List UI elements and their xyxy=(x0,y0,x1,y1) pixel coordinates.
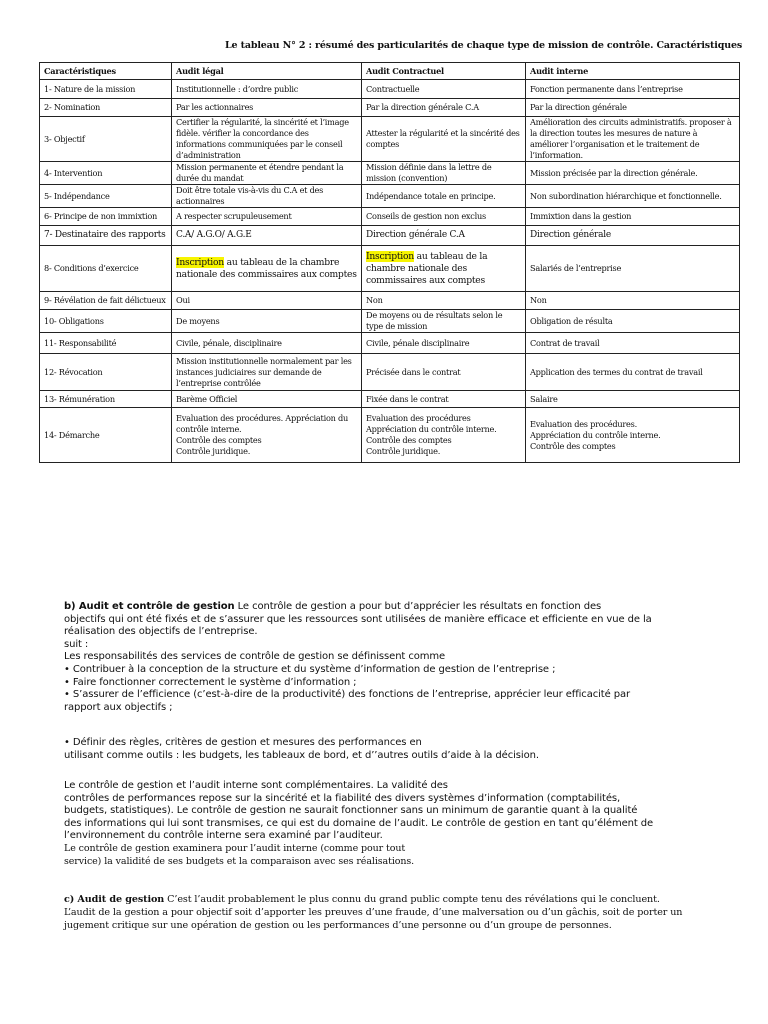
characteristic-cell: 12- Révocation xyxy=(40,354,172,391)
audit-contractuel-cell: Fixée dans le contrat xyxy=(362,391,526,408)
audit-interne-cell: Salariés de l’entreprise xyxy=(526,246,740,292)
table-row xyxy=(40,99,740,117)
text-line: Le contrôle de gestion et l’audit interne sont complémentaires. La validité des xyxy=(64,780,448,791)
highlighted-text: Inscription xyxy=(366,250,414,262)
audit-interne-cell: Application des termes du contrat de travail xyxy=(526,354,740,391)
header-audit-contractuel: Audit Contractuel xyxy=(362,63,526,80)
table-row xyxy=(40,391,740,408)
table-row xyxy=(40,117,740,162)
table-row xyxy=(40,408,740,463)
audit-legal-cell: Institutionnelle : d’ordre public xyxy=(172,80,362,99)
audit-legal-cell: Mission permanente et étendre pendant la durée du mandat xyxy=(172,162,362,185)
section-b-paragraph xyxy=(64,601,704,714)
cell-text: au tableau de la chambre nationale des commissaires aux comptes xyxy=(366,250,488,286)
audit-interne-cell: Salaire xyxy=(526,391,740,408)
audit-contractuel-cell: Contractuelle xyxy=(362,80,526,99)
characteristic-cell: 4- Intervention xyxy=(40,162,172,185)
section-c-first-line xyxy=(64,893,704,906)
characteristic-cell: 10- Obligations xyxy=(40,310,172,333)
audit-legal-cell: Oui xyxy=(172,292,362,310)
table-row xyxy=(40,80,740,99)
bullet-item: • Définir des règles, critères de gestion et mesures des performances en xyxy=(64,737,422,748)
audit-contractuel-cell: Civile, pénale disciplinaire xyxy=(362,333,526,354)
audit-contractuel-cell: Direction générale C.A xyxy=(362,226,526,246)
audit-interne-cell: Direction générale xyxy=(526,226,740,246)
audit-interne-cell: Par la direction générale xyxy=(526,99,740,117)
table-row xyxy=(40,162,740,185)
audit-legal-cell: C.A/ A.G.O/ A.G.E xyxy=(172,226,362,246)
text-line: l’environnement du contrôle interne sera examiné par l’auditeur. xyxy=(64,830,383,842)
text-line: L’audit de la gestion a pour objectif soit d’apporter les preuves d’une fraude, d’une malversation ou d’un gâchis, soit de porter un xyxy=(64,907,683,918)
audit-contractuel-cell: De moyens ou de résultats selon le type de mission xyxy=(362,310,526,333)
table-row xyxy=(40,292,740,310)
characteristic-cell: 14- Démarche xyxy=(40,408,172,463)
audit-legal-cell: Barème Officiel xyxy=(172,391,362,408)
section-b-first-line xyxy=(64,601,704,614)
audit-contractuel-cell: Mission définie dans la lettre de mission (convention) xyxy=(362,162,526,185)
text-line: Le contrôle de gestion examinera pour l’audit interne (comme pour tout xyxy=(64,842,406,854)
audit-legal-cell: Mission institutionnelle normalement par les instances judiciaires sur demande de l’entreprise contrôlée xyxy=(172,354,362,391)
text-line: réalisation des objectifs de l’entreprise. xyxy=(64,626,258,638)
text-line: des informations qui lui sont transmises, ce qui est du domaine de l’audit. Le contrôle de gestion en tant qu’élément de xyxy=(64,817,654,829)
characteristic-cell: 9- Révélation de fait délictueux xyxy=(40,292,172,310)
header-audit-interne: Audit interne xyxy=(526,63,740,80)
text-line: suit : xyxy=(64,638,89,650)
audit-legal-cell: Civile, pénale, disciplinaire xyxy=(172,333,362,354)
audit-legal-cell xyxy=(172,246,362,292)
audit-interne-cell: Obligation de résulta xyxy=(526,310,740,333)
section-b-paragraph-2 xyxy=(64,780,704,868)
audit-contractuel-cell: Attester la régularité et la sincérité des comptes xyxy=(362,117,526,162)
text-line: budgets, statistiques). Le contrôle de gestion ne saurait fonctionner sans un minimum de garantie quant à la qualité xyxy=(64,805,638,817)
audit-legal-cell: Par les actionnaires xyxy=(172,99,362,117)
bullet-item: • S’assurer de l’efficience (c’est-à-dire de la productivité) des fonctions de l’entreprise, apprécier leur efficacité par xyxy=(64,689,631,701)
table-row xyxy=(40,185,740,208)
audit-interne-cell: Non subordination hiérarchique et fonctionnelle. xyxy=(526,185,740,208)
header-characteristic: Caractéristiques xyxy=(40,63,172,80)
audit-contractuel-cell: Non xyxy=(362,292,526,310)
text-line: jugement critique sur une opération de gestion ou les performances d’une personne ou d’un groupe de personnes. xyxy=(64,920,612,931)
bullet-item: • Faire fonctionner correctement le système d’information ; xyxy=(64,676,357,688)
audit-legal-cell: Evaluation des procédures. Appréciation du contrôle interne. Contrôle des comptes Contrôle juridique. xyxy=(172,408,362,463)
text-line: Les responsabilités des services de contrôle de gestion se définissent comme xyxy=(64,651,446,663)
table-title: Le tableau N° 2 : résumé des particularités de chaque type de mission de contrôle. Caractéristiques xyxy=(225,40,743,51)
cell-text: au tableau de la chambre nationale des commissaires aux comptes xyxy=(176,256,357,280)
section-c-heading: c) Audit de gestion xyxy=(64,894,165,905)
table-row xyxy=(40,354,740,391)
characteristic-cell: 13- Rémunération xyxy=(40,391,172,408)
table-row xyxy=(40,208,740,226)
audit-interne-cell: Immixtion dans la gestion xyxy=(526,208,740,226)
section-b-bullet-4 xyxy=(64,737,704,762)
text-line: rapport aux objectifs ; xyxy=(64,701,173,713)
characteristic-cell: 11- Responsabilité xyxy=(40,333,172,354)
characteristic-cell: 1- Nature de la mission xyxy=(40,80,172,99)
audit-legal-cell: A respecter scrupuleusement xyxy=(172,208,362,226)
characteristic-cell: 6- Principe de non immixtion xyxy=(40,208,172,226)
table-row xyxy=(40,310,740,333)
text-line: objectifs qui ont été fixés et de s’assurer que les ressources sont utilisées de manière efficace et efficiente en vue de la xyxy=(64,613,652,625)
text-line: contrôles de performances repose sur la sincérité et la fiabilité des divers systèmes d’information (comptabilités, xyxy=(64,792,621,804)
table-row xyxy=(40,226,740,246)
characteristic-cell: 2- Nomination xyxy=(40,99,172,117)
audit-contractuel-cell: Conseils de gestion non exclus xyxy=(362,208,526,226)
audit-contractuel-cell xyxy=(362,246,526,292)
bullet-item: • Contribuer à la conception de la structure et du système d’information de gestion de l’entreprise ; xyxy=(64,663,556,675)
characteristic-cell: 8- Conditions d’exercice xyxy=(40,246,172,292)
audit-legal-cell: Certifier la régularité, la sincérité et l’image fidèle. vérifier la concordance des informations communiquées par le conseil d’administration xyxy=(172,117,362,162)
audit-comparison-table xyxy=(39,62,740,463)
audit-contractuel-cell: Par la direction générale C.A xyxy=(362,99,526,117)
audit-contractuel-cell: Précisée dans le contrat xyxy=(362,354,526,391)
table-row xyxy=(40,333,740,354)
audit-interne-cell: Amélioration des circuits administratifs. proposer à la direction toutes les mesures de nature à améliorer l’organisation et le traitement de l’information. xyxy=(526,117,740,162)
audit-contractuel-cell: Evaluation des procédures Appréciation du contrôle interne. Contrôle des comptes Contrôle juridique. xyxy=(362,408,526,463)
text-line: Le contrôle de gestion a pour but d’apprécier les résultats en fonction des xyxy=(234,601,602,612)
section-c-paragraph xyxy=(64,893,704,932)
highlighted-text: Inscription xyxy=(176,256,224,268)
audit-interne-cell: Non xyxy=(526,292,740,310)
header-audit-legal: Audit légal xyxy=(172,63,362,80)
audit-legal-cell: Doit être totale vis-à-vis du C.A et des actionnaires xyxy=(172,185,362,208)
text-line: service) la validité de ses budgets et la comparaison avec ses réalisations. xyxy=(64,855,415,867)
table-row xyxy=(40,246,740,292)
table-header-row xyxy=(40,63,740,80)
text-line: C’est l’audit probablement le plus connu du grand public compte tenu des révélations qui le concluent. xyxy=(164,894,660,905)
audit-interne-cell: Mission précisée par la direction générale. xyxy=(526,162,740,185)
audit-interne-cell: Contrat de travail xyxy=(526,333,740,354)
characteristic-cell: 7- Destinataire des rapports xyxy=(40,226,172,246)
characteristic-cell: 5- Indépendance xyxy=(40,185,172,208)
audit-legal-cell: De moyens xyxy=(172,310,362,333)
audit-interne-cell: Evaluation des procédures. Appréciation du contrôle interne. Contrôle des comptes xyxy=(526,408,740,463)
audit-contractuel-cell: Indépendance totale en principe. xyxy=(362,185,526,208)
section-b-heading: b) Audit et contrôle de gestion xyxy=(64,601,235,612)
text-line: utilisant comme outils : les budgets, les tableaux de bord, et d’’autres outils d’aide à la décision. xyxy=(64,749,539,761)
characteristic-cell: 3- Objectif xyxy=(40,117,172,162)
audit-interne-cell: Fonction permanente dans l’entreprise xyxy=(526,80,740,99)
